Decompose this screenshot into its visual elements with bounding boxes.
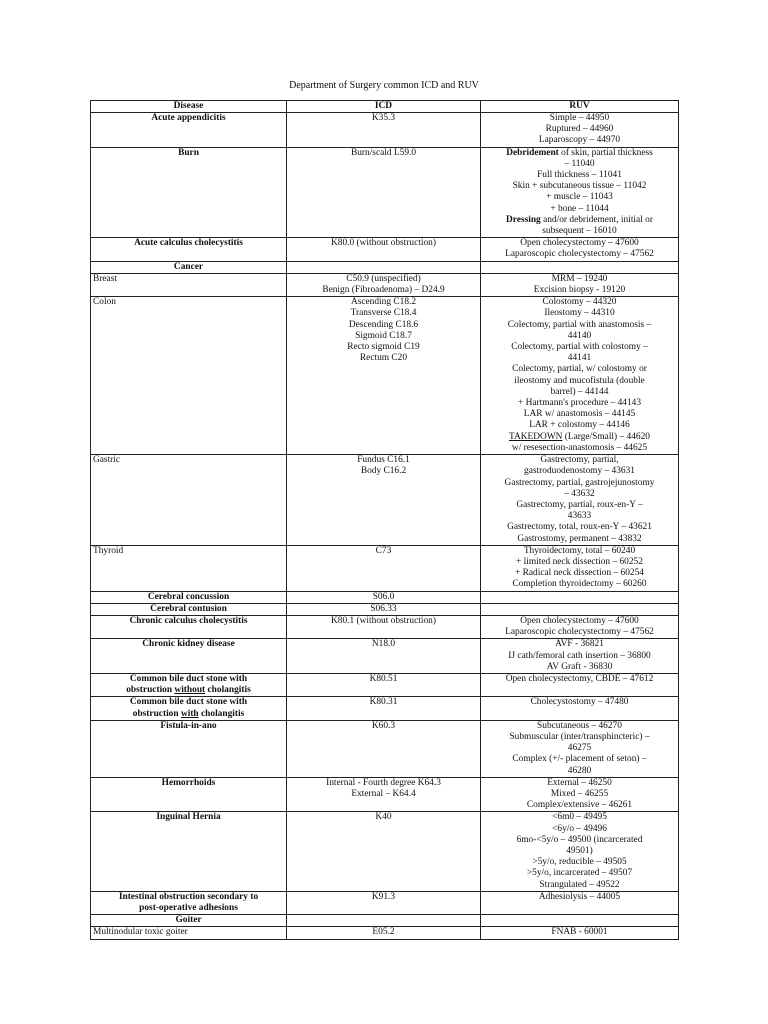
table-row: [91, 639, 679, 674]
cell-line: subsequent – 16010: [542, 226, 617, 237]
disease-cell: [91, 297, 287, 455]
ruv-cell: [481, 697, 679, 720]
cell-line: 46280: [567, 765, 592, 776]
cell-line: Gastrostomy, permanent – 43832: [517, 533, 642, 544]
ruv-cell: [481, 261, 679, 273]
icd-cell: [287, 891, 481, 914]
cell-line: AVF - 36821: [555, 639, 604, 650]
cell-line: Gastrectomy, total, roux-en-Y – 43621: [507, 522, 652, 533]
cell-line: Complex (+/- placement of seton) –: [512, 754, 647, 765]
cell-line: External – K64.4: [351, 788, 416, 799]
cell-line: Colectomy, partial with colostomy –: [511, 342, 648, 353]
cell-line: Fundus C16.1: [357, 455, 410, 466]
cell-line: Gastrectomy, partial,: [540, 455, 619, 466]
icd-cell: [287, 545, 481, 591]
cell-line: Submuscular (inter/transphincteric) –: [509, 731, 650, 742]
cell-line: Complex/extensive – 46261: [526, 800, 633, 811]
disease-cell: [91, 147, 287, 238]
disease-cell: [91, 615, 287, 638]
table-row: [91, 927, 679, 939]
text-segment: obstruction: [126, 685, 175, 696]
disease-cell: [91, 720, 287, 777]
ruv-cell: [481, 673, 679, 696]
cell-line: Goiter: [175, 915, 202, 926]
disease-cell: [91, 673, 287, 696]
cell-line: Chronic calculus cholecystitis: [129, 615, 248, 626]
cell-line: Inguinal Hernia: [156, 812, 221, 823]
cell-line: Internal - Fourth degree K64.3: [326, 777, 441, 788]
ruv-cell: [481, 915, 679, 927]
cell-line: Recto sigmoid C19: [347, 342, 420, 353]
disease-cell: [91, 238, 287, 261]
cell-line: Chronic kidney disease: [142, 639, 235, 650]
disease-cell: [91, 591, 287, 603]
disease-cell: [91, 273, 287, 296]
cell-line: Acute calculus cholecystitis: [134, 238, 243, 249]
cell-line: E05.2: [372, 927, 395, 938]
disease-cell: [91, 915, 287, 927]
table-row: [91, 591, 679, 603]
header-ruv: RUV: [481, 101, 679, 113]
text-segment: (Large/Small) – 44620: [562, 431, 650, 442]
icd-cell: [287, 238, 481, 261]
cell-line: Strangulated – 49522: [539, 879, 620, 890]
icd-cell: [287, 455, 481, 546]
icd-cell: [287, 603, 481, 615]
cell-line: Intestinal obstruction secondary to: [118, 891, 259, 902]
cell-line: 44141: [567, 353, 592, 364]
cell-line: Gastrectomy, partial, gastrojejunostomy: [504, 477, 655, 488]
table-row: [91, 673, 679, 696]
cell-line: + bone – 11044: [550, 203, 609, 214]
text-segment: of skin, partial thickness: [558, 147, 653, 158]
cell-line: K60.3: [371, 720, 396, 731]
table-row: [91, 238, 679, 261]
cell-line: Rectum C20: [359, 353, 408, 364]
table-row: [91, 812, 679, 891]
cell-line: Common bile duct stone with: [129, 697, 248, 708]
cell-line: [93, 709, 284, 720]
cell-line: K35.3: [371, 113, 396, 123]
cell-line: Simple – 44950: [549, 113, 610, 123]
cell-line: w/ resesection-anastomosis – 44625: [511, 442, 648, 453]
text-segment: obstruction: [132, 708, 181, 719]
cell-line: Benign (Fibroadenoma) – D24.9: [322, 285, 445, 296]
table-body: [91, 113, 679, 940]
cell-line: 49501): [566, 846, 593, 856]
cell-line: Ruptured – 44960: [545, 124, 614, 135]
icd-cell: [287, 812, 481, 891]
cell-line: LAR w/ anastomosis – 44145: [523, 409, 636, 420]
bold-text: Debridement: [506, 147, 559, 158]
underlined-text: with: [180, 708, 199, 719]
cell-line: Ileostomy – 44310: [544, 308, 615, 319]
cell-line: Burn: [178, 147, 199, 158]
table-row: [91, 273, 679, 296]
cell-line: K40: [375, 812, 392, 823]
cell-line: Completion thyroidectomy – 60260: [512, 579, 647, 590]
cell-line: Descending C18.6: [348, 319, 419, 330]
cell-line: Cerebral concussion: [147, 591, 230, 602]
cell-line: <6m0 – 49495: [552, 812, 607, 823]
disease-cell: [91, 261, 287, 273]
cell-line: Laparoscopic cholecystectomy – 47562: [505, 627, 654, 638]
cell-line: <6y/o – 49496: [552, 823, 607, 834]
cell-line: Ascending C18.2: [350, 297, 417, 308]
cell-line: 6mo-<5y/o – 49500 (incarcerated: [516, 834, 643, 845]
cell-line: Breast: [93, 273, 117, 284]
cell-line: [483, 215, 676, 226]
header-disease: Disease: [91, 101, 287, 113]
icd-cell: [287, 261, 481, 273]
cell-line: K91.3: [371, 891, 396, 902]
table-row: [91, 603, 679, 615]
disease-cell: [91, 927, 287, 939]
ruv-cell: [481, 639, 679, 674]
cell-line: Thyroidectomy, total – 60240: [523, 545, 636, 556]
text-segment: cholangitis: [205, 685, 251, 696]
table-row: [91, 545, 679, 591]
disease-cell: [91, 697, 287, 720]
ruv-cell: [481, 927, 679, 939]
cell-line: + muscle – 11043: [546, 192, 613, 203]
icd-cell: [287, 147, 481, 238]
cell-line: Common bile duct stone with: [129, 673, 248, 684]
cell-line: 44140: [567, 330, 592, 341]
icd-cell: [287, 615, 481, 638]
cell-line: [483, 432, 676, 443]
icd-cell: [287, 113, 481, 148]
text-segment: and/or debridement, initial or: [540, 214, 653, 225]
cell-line: S06.0: [372, 591, 395, 602]
icd-cell: [287, 927, 481, 939]
document-title: Department of Surgery common ICD and RUV: [289, 80, 479, 91]
cell-line: 46275: [567, 743, 592, 754]
icd-cell: [287, 720, 481, 777]
disease-cell: [91, 891, 287, 914]
cell-line: Full thickness – 11041: [537, 170, 622, 181]
cell-line: AV Graft - 36830: [546, 661, 613, 672]
cell-line: Body C16.2: [360, 466, 407, 477]
icd-cell: [287, 697, 481, 720]
cell-line: Mixed – 46255: [550, 788, 609, 799]
disease-cell: [91, 545, 287, 591]
table-row: [91, 113, 679, 148]
icd-cell: [287, 673, 481, 696]
cell-line: – 11040: [564, 158, 595, 169]
ruv-cell: [481, 238, 679, 261]
ruv-cell: [481, 603, 679, 615]
cell-line: LAR + colostomy – 44146: [529, 420, 630, 431]
cell-line: Fistula-in-ano: [160, 720, 217, 731]
cell-line: Colectomy, partial with anastomosis –: [507, 319, 652, 330]
cell-line: Burn/scald L59.0: [350, 147, 417, 158]
icd-cell: [287, 591, 481, 603]
cell-line: Subcutaneous – 46270: [537, 720, 622, 731]
ruv-cell: [481, 777, 679, 812]
bold-text: Dressing: [506, 214, 541, 225]
cell-line: Laparoscopic cholecystectomy – 47562: [505, 249, 654, 260]
table-row: [91, 777, 679, 812]
ruv-cell: [481, 297, 679, 455]
ruv-cell: [481, 113, 679, 148]
header-icd: ICD: [287, 101, 481, 113]
cell-line: Cerebral contusion: [150, 603, 227, 614]
table-row: [91, 455, 679, 546]
cell-line: Colon: [93, 297, 116, 308]
cell-line: >5y/o, reducible – 49505: [532, 857, 627, 868]
cell-line: N18.0: [371, 639, 396, 650]
disease-cell: [91, 603, 287, 615]
table-row: [91, 147, 679, 238]
cell-line: post-operative adhesions: [139, 903, 238, 914]
cell-line: K80.1 (without obstruction): [331, 615, 436, 626]
cell-line: External – 46250: [547, 777, 612, 788]
cell-line: MRM – 19240: [551, 273, 608, 284]
cell-line: Adhesiolysis – 44005: [538, 891, 621, 902]
icd-cell: [287, 777, 481, 812]
underlined-text: without: [174, 685, 206, 696]
cell-line: FNAB - 60001: [551, 927, 608, 938]
ruv-cell: [481, 147, 679, 238]
cell-line: >5y/o, incarcerated – 49507: [526, 868, 633, 879]
cell-line: barrel) – 44144: [550, 386, 609, 397]
cell-line: Excision biopsy - 19120: [533, 285, 626, 296]
disease-cell: [91, 812, 287, 891]
disease-cell: [91, 777, 287, 812]
cell-line: C73: [375, 545, 392, 556]
cell-line: Transverse C18.4: [350, 308, 417, 319]
ruv-cell: [481, 591, 679, 603]
table-header-row: [91, 101, 679, 113]
underlined-text: TAKEDOWN: [509, 431, 563, 442]
disease-cell: [91, 113, 287, 148]
cell-line: [483, 148, 676, 159]
icd-cell: [287, 273, 481, 296]
cell-line: Cancer: [173, 261, 204, 272]
cell-line: S06.33: [370, 603, 397, 614]
ruv-cell: [481, 545, 679, 591]
disease-cell: [91, 455, 287, 546]
icd-ruv-table: [90, 100, 679, 940]
cell-line: Skin + subcutaneous tissue – 11042: [512, 181, 647, 192]
cell-line: Colostomy – 44320: [542, 297, 617, 308]
table-row: [91, 615, 679, 638]
ruv-cell: [481, 615, 679, 638]
table-row: [91, 720, 679, 777]
cell-line: Colectomy, partial, w/ colostomy or: [512, 364, 647, 375]
cell-line: 43633: [567, 511, 592, 522]
ruv-cell: [481, 273, 679, 296]
table-row: [91, 891, 679, 914]
cell-line: K80.0 (without obstruction): [331, 238, 436, 249]
cell-line: + Hartmann's procedure – 44143: [517, 398, 642, 409]
cell-line: + Radical neck dissection – 60254: [515, 568, 644, 579]
cell-line: gastroduodenostomy – 43631: [524, 466, 635, 477]
cell-line: Acute appendicitis: [151, 113, 226, 123]
cell-line: Hemorrhoids: [161, 777, 216, 788]
ruv-cell: [481, 720, 679, 777]
table-row: [91, 697, 679, 720]
cell-line: + limited neck dissection – 60252: [516, 556, 643, 567]
cell-line: Cholecystostomy – 47480: [530, 697, 629, 708]
ruv-cell: [481, 812, 679, 891]
ruv-cell: [481, 455, 679, 546]
cell-line: ileostomy and mucofistula (double: [514, 375, 645, 386]
icd-cell: [287, 639, 481, 674]
cell-line: Multinodular toxic goiter: [93, 927, 188, 938]
cell-line: – 43632: [564, 488, 595, 499]
cell-line: K80.51: [369, 673, 398, 684]
disease-cell: [91, 639, 287, 674]
text-segment: cholangitis: [198, 708, 245, 719]
cell-line: Sigmoid C18.7: [355, 330, 412, 341]
cell-line: Open cholecystectomy – 47600: [520, 238, 639, 249]
cell-line: C50.9 (unspecified): [346, 273, 421, 284]
cell-line: K80.31: [369, 697, 398, 708]
cell-line: Laparoscopy – 44970: [538, 135, 621, 146]
table-row: [91, 261, 679, 273]
icd-cell: [287, 297, 481, 455]
cell-line: Open cholecystectomy – 47600: [520, 615, 639, 626]
ruv-cell: [481, 891, 679, 914]
icd-cell: [287, 915, 481, 927]
table-row: [91, 915, 679, 927]
cell-line: Open cholecystectomy, CBDE – 47612: [505, 673, 654, 684]
cell-line: Thyroid: [93, 545, 124, 556]
table-row: [91, 297, 679, 455]
cell-line: IJ cath/femoral cath insertion – 36800: [508, 650, 651, 661]
cell-line: [93, 685, 284, 696]
cell-line: Gastrectomy, partial, roux-en-Y –: [516, 499, 643, 510]
cell-line: Gastric: [93, 455, 121, 466]
